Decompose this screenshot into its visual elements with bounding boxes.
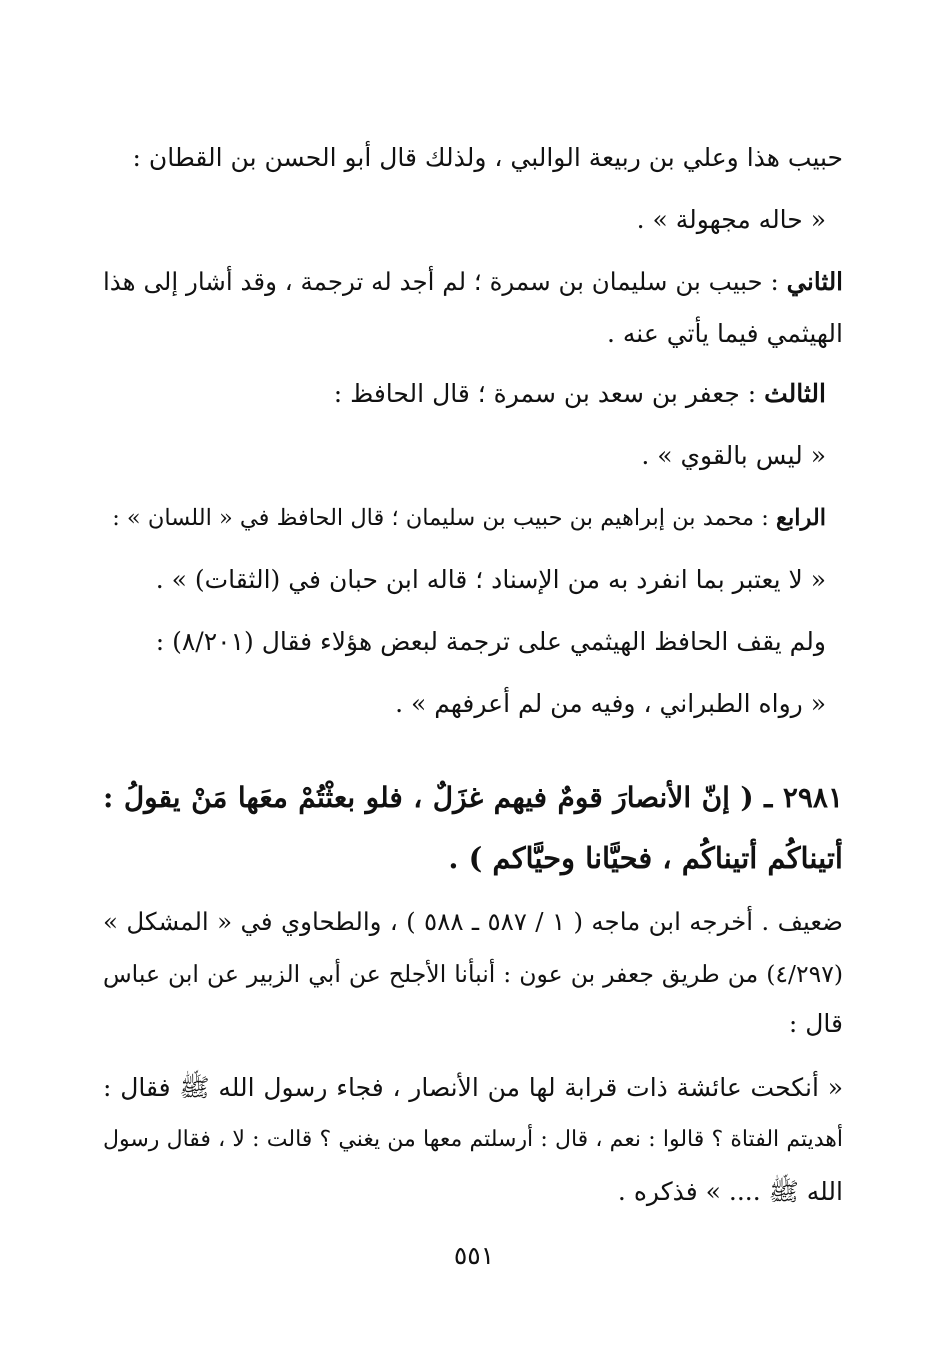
line-text: أهديتم الفتاة ؟ قالوا : نعم ، قال : أرسلتم معها من يغني ؟ قالت : لا ، فقال رسول xyxy=(103,1127,843,1152)
line-text: « أنكحت عائشة ذات قرابة لها من الأنصار ، فجاء رسول الله ﷺ فقال : xyxy=(103,1073,843,1102)
line-text: « حاله مجهولة » . xyxy=(636,205,826,234)
line-heading: الرابع xyxy=(775,505,826,531)
text-line xyxy=(334,376,826,412)
line-text: ولم يقف الحافظ الهيثمي على ترجمة لبعض هؤلاء فقال (٨/٢٠١) : xyxy=(155,627,826,656)
line-text: قال : xyxy=(788,1009,843,1038)
line-heading: الثالث xyxy=(764,379,826,408)
line-text: ٢٩٨١ ـ ( إنّ الأنصارَ قومٌ فيهم غزَلٌ ، فلو بعثْتُمْ معَها مَنْ يقولُ : xyxy=(103,781,843,814)
line-text: « ليس بالقوي » . xyxy=(641,441,826,470)
line-text: أتيناكُم أتيناكُم ، فحيَّانا وحيَّاكم ) . xyxy=(448,841,843,875)
text-line xyxy=(156,562,826,598)
text-line xyxy=(103,956,843,992)
text-line xyxy=(133,140,843,176)
line-text: الهيثمي فيما يأتي عنه . xyxy=(607,319,843,348)
text-line xyxy=(618,1174,843,1210)
text-line xyxy=(395,686,826,722)
text-line xyxy=(103,1122,843,1158)
line-text: حبيب هذا وعلي بن ربيعة الوالبي ، ولذلك قال أبو الحسن بن القطان : xyxy=(132,143,843,172)
text-line xyxy=(103,264,843,300)
text-line xyxy=(607,316,843,352)
line-text: : حبيب بن سليمان بن سمرة ؛ لم أجد له ترجمة ، وقد أشار إلى هذا xyxy=(103,267,787,296)
line-text: : محمد بن إبراهيم بن حبيب بن سليمان ؛ قال الحافظ في « اللسان » : xyxy=(112,505,776,531)
text-line xyxy=(156,624,826,660)
line-heading: الثاني xyxy=(786,267,843,296)
hadith-heading-line xyxy=(448,837,843,879)
line-text: الله ﷺ .... » فذكره . xyxy=(617,1177,843,1206)
text-line xyxy=(637,202,826,238)
line-text: ضعيف . أخرجه ابن ماجه ( ١ / ٥٨٧ ـ ٥٨٨ ) ، والطحاوي في « المشكل » xyxy=(103,907,843,936)
line-text: : جعفر بن سعد بن سمرة ؛ قال الحافظ : xyxy=(333,379,765,408)
text-line xyxy=(641,438,826,474)
hadith-heading-line xyxy=(103,777,843,819)
text-line xyxy=(103,904,843,940)
line-text: (٤/٢٩٧) من طريق جعفر بن عون : أنبأنا الأجلح عن أبي الزبير عن ابن عباس xyxy=(103,960,843,988)
text-line xyxy=(789,1006,843,1042)
line-text: « رواه الطبراني ، وفيه من لم أعرفهم » . xyxy=(395,689,826,718)
line-text: « لا يعتبر بما انفرد به من الإسناد ؛ قاله ابن حبان في (الثقات) » . xyxy=(155,565,826,594)
text-line xyxy=(103,1070,843,1106)
page-number: ٥٥١ xyxy=(453,1241,495,1270)
text-line xyxy=(112,500,826,536)
